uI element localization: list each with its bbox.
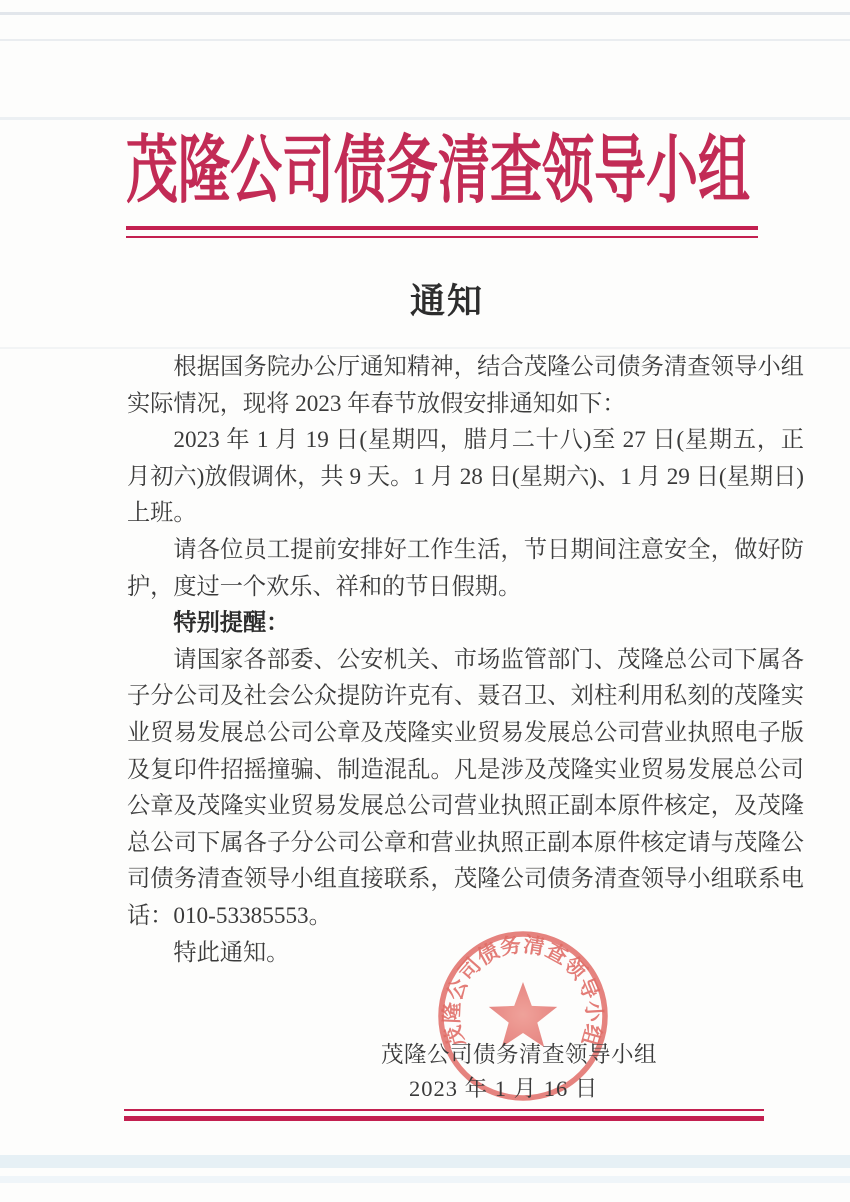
paragraph-holiday-dates: 2023 年 1 月 19 日(星期四，腊月二十八)至 27 日(星期五，正月初六)放假调休，共 9 天。1 月 28 日(星期六)、1 月 29 日(星期日)上班。 [127,427,804,527]
notice-body [127,349,804,971]
paragraph-fraud-warning: 请国家各部委、公安机关、市场监管部门、茂隆总公司下属各子分公司及社会公众提防许克有、聂召卫、刘柱利用私刻的茂隆实业贸易发展总公司公章及茂隆实业贸易发展总公司营业执照电子版及复印件招摇撞骗、制造混乱。凡是涉及茂隆实业贸易发展总公司公章及茂隆实业贸易发展总公司营业执照正副本原件核定，及茂隆总公司下属各子分公司公章和营业执照正副本原件核定请与茂隆公司债务清查领导小组直接联系，茂隆公司债务清查领导小组联系电话：010-53385553。 [127,646,804,929]
signature-date: 2023 年 1 月 16 日 [409,1076,599,1101]
footer-rule-thick [124,1116,764,1121]
header-rule-thin [126,236,758,238]
scan-streak [0,12,850,15]
notice-heading: 通知 [409,282,484,321]
scan-streak [0,117,850,120]
footer-rule-thin [124,1109,764,1111]
special-reminder-label: 特别提醒： [173,610,290,637]
paragraph-basis: 根据国务院办公厅通知精神，结合茂隆公司债务清查领导小组实际情况，现将 2023 年春节放假安排通知如下： [127,354,804,417]
seal-arc-text: 茂隆公司债务清查领导小组 [439,932,607,1050]
scan-streak [0,1176,850,1183]
signature-name: 茂隆公司债务清查领导小组 [381,1042,658,1067]
letterhead-title: 茂隆公司债务清查领导小组 [125,131,750,213]
scan-streak [0,1155,850,1168]
scan-streak [0,39,850,41]
paragraph-safety: 请各位员工提前安排好工作生活，节日期间注意安全，做好防护，度过一个欢乐、祥和的节日假期。 [127,536,804,600]
header-rule-thick [126,226,758,230]
paragraph-closing: 特此通知。 [173,939,290,966]
